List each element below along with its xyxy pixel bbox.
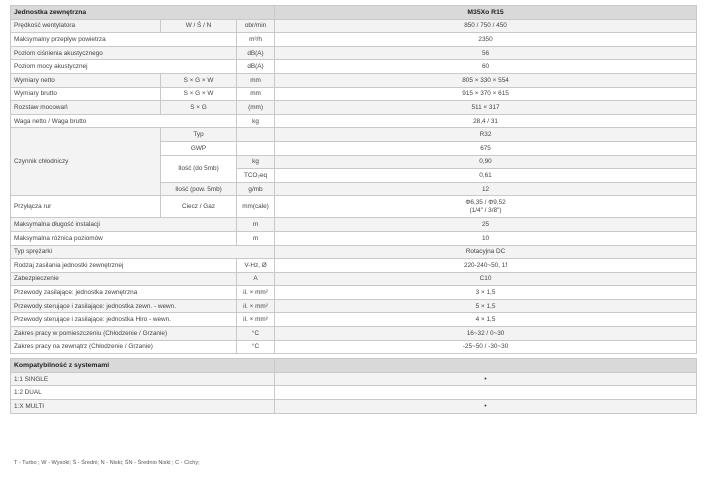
compat-value: • xyxy=(275,400,697,414)
row-value: 805 × 330 × 554 xyxy=(275,73,697,87)
row-value: 56 xyxy=(275,46,697,60)
row-value: C10 xyxy=(275,272,697,286)
table-row xyxy=(11,259,697,273)
compat-row xyxy=(11,400,697,414)
table-row xyxy=(11,272,697,286)
table-row xyxy=(11,60,697,74)
row-unit: °C xyxy=(237,327,275,341)
header-row xyxy=(11,6,697,20)
pipes-value-line1: Φ6,35 / Φ9,52 xyxy=(465,199,506,207)
row-label: Maksymalny przepływ powietrza xyxy=(11,33,237,47)
row-unit: dB(A) xyxy=(237,46,275,60)
row-label: Prędkość wentylatora xyxy=(11,19,161,33)
row-unit: (mm) xyxy=(237,101,275,115)
row-label: Rodzaj zasilania jednostki zewnętrznej xyxy=(11,259,237,273)
spec-table-wrapper xyxy=(10,5,696,414)
row-value: 60 xyxy=(275,60,697,74)
row-label: Przewody zasilające: jednostka zewnętrzna xyxy=(11,286,237,300)
row-label: Zabezpieczenie xyxy=(11,272,237,286)
row-label: Wymiary netto xyxy=(11,73,161,87)
row-value: 4 × 1,5 xyxy=(275,313,697,327)
row-value: 511 × 317 xyxy=(275,101,697,115)
row-unit: m xyxy=(237,231,275,245)
pipes-value-line2: (1/4" / 3/8") xyxy=(469,206,502,214)
row-value: 850 / 750 / 450 xyxy=(275,19,697,33)
row-unit: il. × mm² xyxy=(237,313,275,327)
table-row xyxy=(11,46,697,60)
table-row xyxy=(11,87,697,101)
refrigerant-type-unit xyxy=(237,128,275,142)
pipes-row xyxy=(11,196,697,218)
row-unit: il. × mm² xyxy=(237,299,275,313)
row-unit: il. × mm² xyxy=(237,286,275,300)
pipes-unit: mm(cale) xyxy=(237,196,275,218)
compressor-label: Typ sprężarki xyxy=(11,245,275,259)
table-row xyxy=(11,73,697,87)
refrigerant-gwp-value: 675 xyxy=(275,141,697,155)
row-sub: S × G × W xyxy=(161,87,237,101)
row-unit: mm xyxy=(237,87,275,101)
table-row xyxy=(11,313,697,327)
refrigerant-kg-unit: kg xyxy=(237,155,275,169)
row-label: Maksymalna długość instalacji xyxy=(11,218,237,232)
refrigerant-label: Czynnik chłodniczy xyxy=(11,128,161,196)
row-value: 28,4 / 31 xyxy=(275,114,697,128)
compat-label: 1:X MULTI xyxy=(11,400,275,414)
refrigerant-pow-unit: g/mb xyxy=(237,182,275,196)
table-row xyxy=(11,327,697,341)
row-value: 220-240~50, 1f xyxy=(275,259,697,273)
refrigerant-type-label: Typ xyxy=(161,128,237,142)
compat-header-blank xyxy=(275,359,697,373)
refrigerant-type-value: R32 xyxy=(275,128,697,142)
compat-header-row xyxy=(11,359,697,373)
row-label: Waga netto / Waga brutto xyxy=(11,114,237,128)
table-row xyxy=(11,114,697,128)
row-label: Zakres pracy na zewnątrz (Chłodzenie / Grzanie) xyxy=(11,340,237,354)
row-unit: kg xyxy=(237,114,275,128)
row-sub: W / Ś / N xyxy=(161,19,237,33)
compat-label: 1:2 DUAL xyxy=(11,386,275,400)
row-value: 3 × 1,5 xyxy=(275,286,697,300)
row-label: Zakres pracy w pomieszczeniu (Chłodzenie / Grzanie) xyxy=(11,327,237,341)
refrigerant-amount-label: Ilość (do 5mb) xyxy=(161,155,237,182)
row-label: Poziom ciśnienia akustycznego xyxy=(11,46,237,60)
refrigerant-tco2-unit: TCO₂eq xyxy=(237,169,275,183)
compat-row xyxy=(11,372,697,386)
table-row xyxy=(11,33,697,47)
compat-label: 1:1 SINGLE xyxy=(11,372,275,386)
compat-row xyxy=(11,386,697,400)
row-value: 2350 xyxy=(275,33,697,47)
refrigerant-pow-label: Ilość (pow. 5mb) xyxy=(161,182,237,196)
refrigerant-kg-value: 0,90 xyxy=(275,155,697,169)
compressor-value: Rotacyjna DC xyxy=(275,245,697,259)
refrigerant-pow-value: 12 xyxy=(275,182,697,196)
compressor-row xyxy=(11,245,697,259)
row-unit: obr/min xyxy=(237,19,275,33)
row-label: Poziom mocy akustycznej xyxy=(11,60,237,74)
row-label: Przewody sterujące i zasilające: jednostka zewn. - wewn. xyxy=(11,299,237,313)
header-model: M35Xo R15 xyxy=(275,6,697,20)
row-value: 10 xyxy=(275,231,697,245)
row-value: 915 × 370 × 615 xyxy=(275,87,697,101)
compat-value xyxy=(275,386,697,400)
row-unit: dB(A) xyxy=(237,60,275,74)
row-unit: mm xyxy=(237,73,275,87)
row-sub: S × G xyxy=(161,101,237,115)
table-row xyxy=(11,101,697,115)
refrigerant-row-type xyxy=(11,128,697,142)
table-row xyxy=(11,218,697,232)
row-label: Rozstaw mocowań xyxy=(11,101,161,115)
row-label: Przewody sterujące i zasilające: jednostka Hiro - wewn. xyxy=(11,313,237,327)
table-row xyxy=(11,299,697,313)
row-value: -25~50 / -30~30 xyxy=(275,340,697,354)
row-unit: m xyxy=(237,218,275,232)
spec-table xyxy=(10,5,697,414)
row-unit: °C xyxy=(237,340,275,354)
header-title: Jednostka zewnętrzna xyxy=(11,6,275,20)
compat-value: • xyxy=(275,372,697,386)
pipes-sub: Ciecz / Gaz xyxy=(161,196,237,218)
row-unit: A xyxy=(237,272,275,286)
refrigerant-gwp-label: GWP xyxy=(161,141,237,155)
pipes-value xyxy=(275,196,697,218)
row-value: 25 xyxy=(275,218,697,232)
row-value: 16~32 / 0~30 xyxy=(275,327,697,341)
pipes-label: Przyłącza rur xyxy=(11,196,161,218)
table-row xyxy=(11,231,697,245)
refrigerant-gwp-unit xyxy=(237,141,275,155)
table-row xyxy=(11,19,697,33)
table-row xyxy=(11,286,697,300)
row-label: Maksymalna różnica poziomów xyxy=(11,231,237,245)
footnote: T - Turbo ; W - Wysoki; Ś - Średni; N - Niski; ŚN - Średnio Niski ; C - Cichy; xyxy=(14,460,200,466)
row-unit: V-Hz, Ø xyxy=(237,259,275,273)
compat-title: Kompatybilność z systemami xyxy=(11,359,275,373)
row-label: Wymiary brutto xyxy=(11,87,161,101)
refrigerant-tco2-value: 0,61 xyxy=(275,169,697,183)
row-value: 5 × 1,5 xyxy=(275,299,697,313)
row-unit: m³/h xyxy=(237,33,275,47)
row-sub: S × G × W xyxy=(161,73,237,87)
table-row xyxy=(11,340,697,354)
